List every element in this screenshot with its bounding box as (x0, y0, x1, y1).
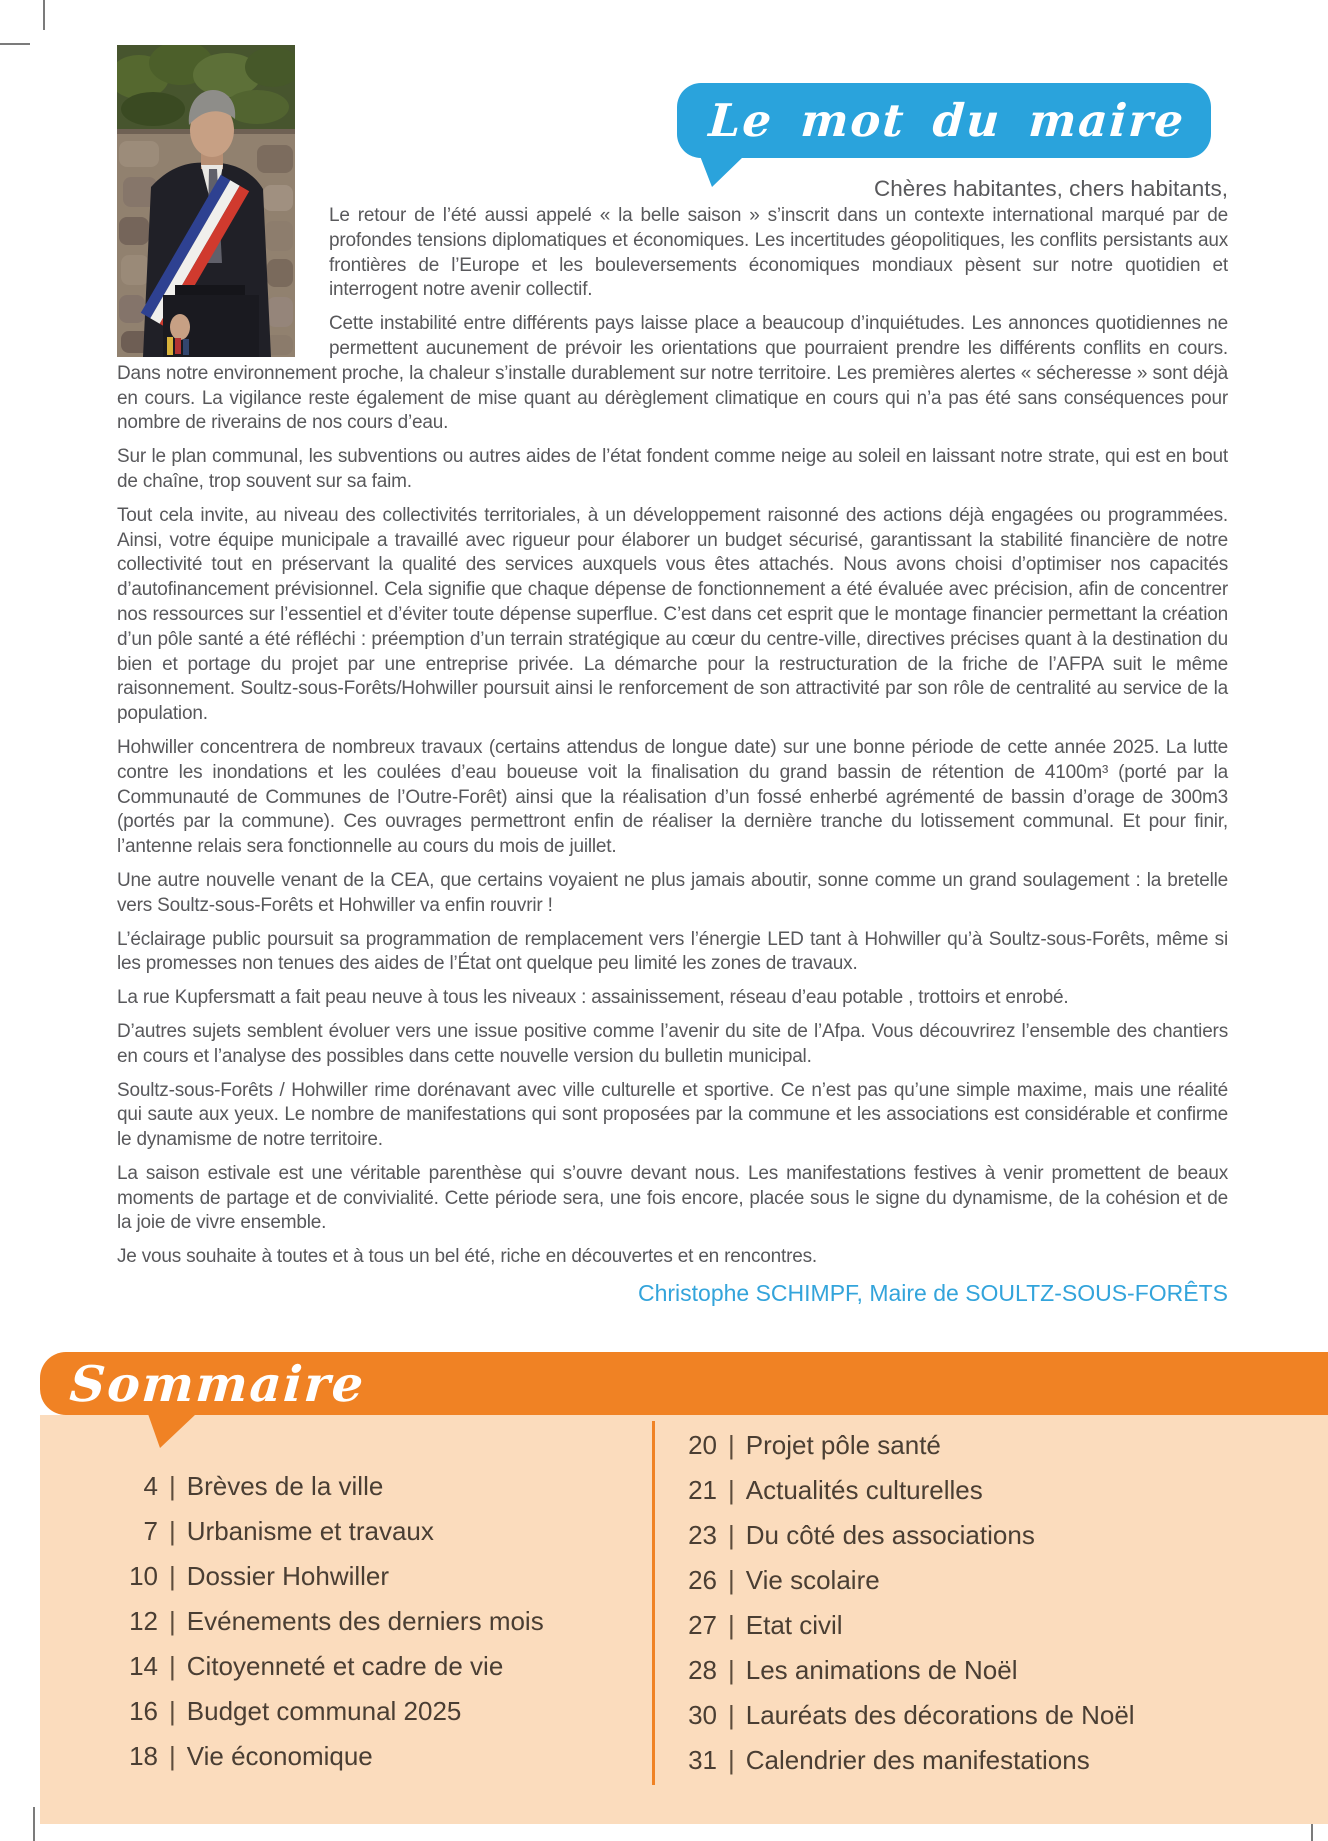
toc-separator: | (169, 1651, 176, 1681)
toc-label: Budget communal 2025 (186, 1696, 462, 1726)
toc-item (98, 1517, 544, 1545)
toc-page-number: 4 (143, 1471, 158, 1501)
crop-mark-top-left-vertical (43, 0, 45, 30)
toc-item (98, 1562, 544, 1590)
signature-line: Christophe SCHIMPF, Maire de SOULTZ-SOUS-FORÊTS (637, 1280, 1228, 1307)
toc-item (98, 1742, 544, 1770)
toc-separator: | (728, 1565, 735, 1595)
toc-page-number: 28 (688, 1655, 717, 1685)
toc-item (665, 1521, 1135, 1549)
toc-page-number: 16 (129, 1696, 158, 1726)
sommaire-tail-icon (148, 1414, 196, 1448)
message-paragraph: Hohwiller concentrera de nombreux travaux (certains attendus de longue date) sur une bonne période de cette année 2025. La lutte contre les inondations et les coulées d’eau boueuse voit la finalisation du grand bassin de rétention de 4100m³ (porté par la Communauté de Communes de l’Outre-Forêt) ainsi que la réalisation d’un fossé enherbé agrémenté de bassin d’orage de 300m3 (portés par la commune). Ces ouvrages permettront enfin de réaliser la dernière tranche du lotissement communal. Et pour finir, l’antenne relais sera fonctionnelle au cours du mois de juillet. (117, 736, 1228, 858)
toc-label: Calendrier des manifestations (745, 1745, 1090, 1775)
toc-separator: | (728, 1610, 735, 1640)
toc-separator: | (169, 1561, 176, 1591)
toc-label: Brèves de la ville (186, 1471, 384, 1501)
toc-separator: | (728, 1430, 735, 1460)
toc-separator: | (169, 1696, 176, 1726)
toc-right-column (665, 1431, 1135, 1791)
message-paragraph: Tout cela invite, au niveau des collectivités territoriales, à un développement raisonné des actions déjà engagées ou programmées. Ainsi, votre équipe municipale a travaillé avec rigueur pour élaborer un budget sécurisé, garantissant la stabilité financière de notre collectivité tout en préservant la qualité des services auxquels vous êtes attachés. Nous avons choisi d’optimiser nos capacités d’autofinancement prévisionnel. Cela signifie que chaque dépense de fonctionnement a été évaluée avec précision, afin de concentrer nos ressources sur l’essentiel et d’éviter toute dépense superflue. C’est dans cet esprit que le montage financier permettant la création d’un pôle santé a été réfléchi : préemption d’un terrain stratégique au cœur du centre-ville, directives précises quant à la destination du bien et portage du projet par une entreprise privée. La démarche pour la restructuration de la friche de l’AFPA suit le même raisonnement. Soultz-sous-Forêts/Hohwiller poursuit ainsi le renforcement de son attractivité par son rôle de centralité au service de la population. (117, 504, 1228, 725)
toc-page-number: 10 (129, 1561, 158, 1591)
toc-separator: | (728, 1475, 735, 1505)
toc-label: Du côté des associations (745, 1520, 1035, 1550)
toc-page-number: 18 (129, 1741, 158, 1771)
message-paragraph: Une autre nouvelle venant de la CEA, que certains voyaient ne plus jamais aboutir, sonne comme un grand soulagement : la bretelle vers Soultz-sous-Forêts et Hohwiller va enfin rouvrir ! (117, 869, 1228, 916)
toc-left-column (98, 1472, 544, 1787)
toc-separator: | (728, 1520, 735, 1550)
message-paragraph: L’éclairage public poursuit sa programmation de remplacement vers l’énergie LED tant à Hohwiller qu’à Soultz-sous-Forêts, même si les promesses non tenues des aides de l’État ont quelque peu limité les zones de travaux. (117, 928, 1228, 975)
toc-label: Evénements des derniers mois (186, 1606, 544, 1636)
message-paragraphs (117, 204, 1228, 1270)
message-paragraph: Sur le plan communal, les subventions ou autres aides de l’état fondent comme neige au soleil en laissant notre strate, qui est en bout de chaîne, trop souvent sur sa faim. (117, 446, 1228, 492)
toc-page-number: 7 (143, 1516, 158, 1546)
message-paragraph: Soultz-sous-Forêts / Hohwiller rime dorénavant avec ville culturelle et sportive. Ce n’est pas qu’une simple maxime, mais une réalité qui saute aux yeux. Le nombre de manifestations qui sont proposées par la commune et les associations est considérable et confirme le dynamisme de notre territoire. (117, 1079, 1228, 1151)
toc-label: Urbanisme et travaux (186, 1516, 434, 1546)
toc-label: Citoyenneté et cadre de vie (186, 1651, 504, 1681)
toc-item (665, 1611, 1135, 1639)
toc-page-number: 20 (688, 1430, 717, 1460)
title-bubble (677, 83, 1211, 158)
toc-item (665, 1566, 1135, 1594)
toc-label: Actualités culturelles (745, 1475, 983, 1505)
toc-page-number: 26 (688, 1565, 717, 1595)
toc-item (665, 1746, 1135, 1774)
toc-page-number: 12 (129, 1606, 158, 1636)
toc-separator: | (169, 1471, 176, 1501)
message-paragraph: Cette instabilité entre différents pays laisse place a beaucoup d’inquiétudes. Les annonces quotidiennes ne permettent aucunement de prévoir les orientations que pourraient prendre les différents conflits en cours. Dans notre environnement proche, la chaleur s’installe durablement sur notre territoire. Les premières alertes « sécheresse » sont déjà en cours. La vigilance reste également de mise quant au dérèglement climatique en cours qui n’a pas été sans conséquences pour nombre de riverains de nos cours d’eau. (117, 313, 1228, 434)
toc-label: Vie scolaire (745, 1565, 880, 1595)
toc-label: Projet pôle santé (745, 1430, 941, 1460)
toc-separator: | (728, 1745, 735, 1775)
sommaire-header (40, 1352, 1328, 1415)
toc-label: Dossier Hohwiller (186, 1561, 390, 1591)
toc-label: Les animations de Noël (745, 1655, 1018, 1685)
toc-page-number: 14 (129, 1651, 158, 1681)
toc-item (665, 1476, 1135, 1504)
toc-divider (652, 1421, 655, 1785)
toc-page-number: 31 (688, 1745, 717, 1775)
sommaire-panel (40, 1415, 1328, 1824)
page-title: Le mot du maire (707, 94, 1187, 147)
toc-label: Lauréats des décorations de Noël (745, 1700, 1135, 1730)
toc-separator: | (169, 1606, 176, 1636)
toc-label: Etat civil (745, 1610, 843, 1640)
toc-separator: | (169, 1516, 176, 1546)
toc-item (665, 1431, 1135, 1459)
toc-item (98, 1472, 544, 1500)
toc-page-number: 23 (688, 1520, 717, 1550)
toc-separator: | (169, 1741, 176, 1771)
message-paragraph: D’autres sujets semblent évoluer vers une issue positive comme l’avenir du site de l’Afpa. Vous découvrirez l’ensemble des chantiers en cours et l’analyse des possibles dans cette nouvelle version du bulletin municipal. (117, 1020, 1228, 1067)
message-paragraph: La rue Kupfersmatt a fait peau neuve à tous les niveaux : assainissement, réseau d’eau potable , trottoirs et enrobé. (117, 987, 1069, 1009)
message-paragraph: La saison estivale est une véritable parenthèse qui s’ouvre devant nous. Les manifestations festives à venir promettent de beaux moments de partage et de convivialité. Cette période sera, une fois encore, placée sous le signe du dynamisme, de la cohésion et de la joie de vivre ensemble. (117, 1162, 1228, 1234)
sommaire-title: Sommaire (67, 1354, 368, 1413)
toc-page-number: 30 (688, 1700, 717, 1730)
toc-separator: | (728, 1700, 735, 1730)
crop-mark-top-left-horizontal (0, 43, 30, 45)
message-paragraph: Je vous souhaite à toutes et à tous un bel été, riche en découvertes et en rencontres. (117, 1246, 817, 1268)
toc-item (665, 1656, 1135, 1684)
title-bubble-tail-icon (700, 156, 744, 187)
salutation: Chères habitantes, chers habitants, (874, 176, 1228, 201)
toc-page-number: 27 (688, 1610, 717, 1640)
toc-page-number: 21 (688, 1475, 717, 1505)
toc-label: Vie économique (186, 1741, 373, 1771)
crop-mark-bottom-left-vertical (33, 1807, 35, 1841)
toc-item (665, 1701, 1135, 1729)
toc-item (98, 1607, 544, 1635)
toc-item (98, 1652, 544, 1680)
toc-item (98, 1697, 544, 1725)
toc-separator: | (728, 1655, 735, 1685)
message-paragraph: Le retour de l’été aussi appelé « la belle saison » s’inscrit dans un contexte international marqué par de profondes tensions diplomatiques et économiques. Les incertitudes géopolitiques, les conflits persistants aux frontières de l’Europe et les bouleversements économiques mondiaux pèsent sur notre quotidien et interrogent notre avenir collectif. (329, 205, 1228, 301)
